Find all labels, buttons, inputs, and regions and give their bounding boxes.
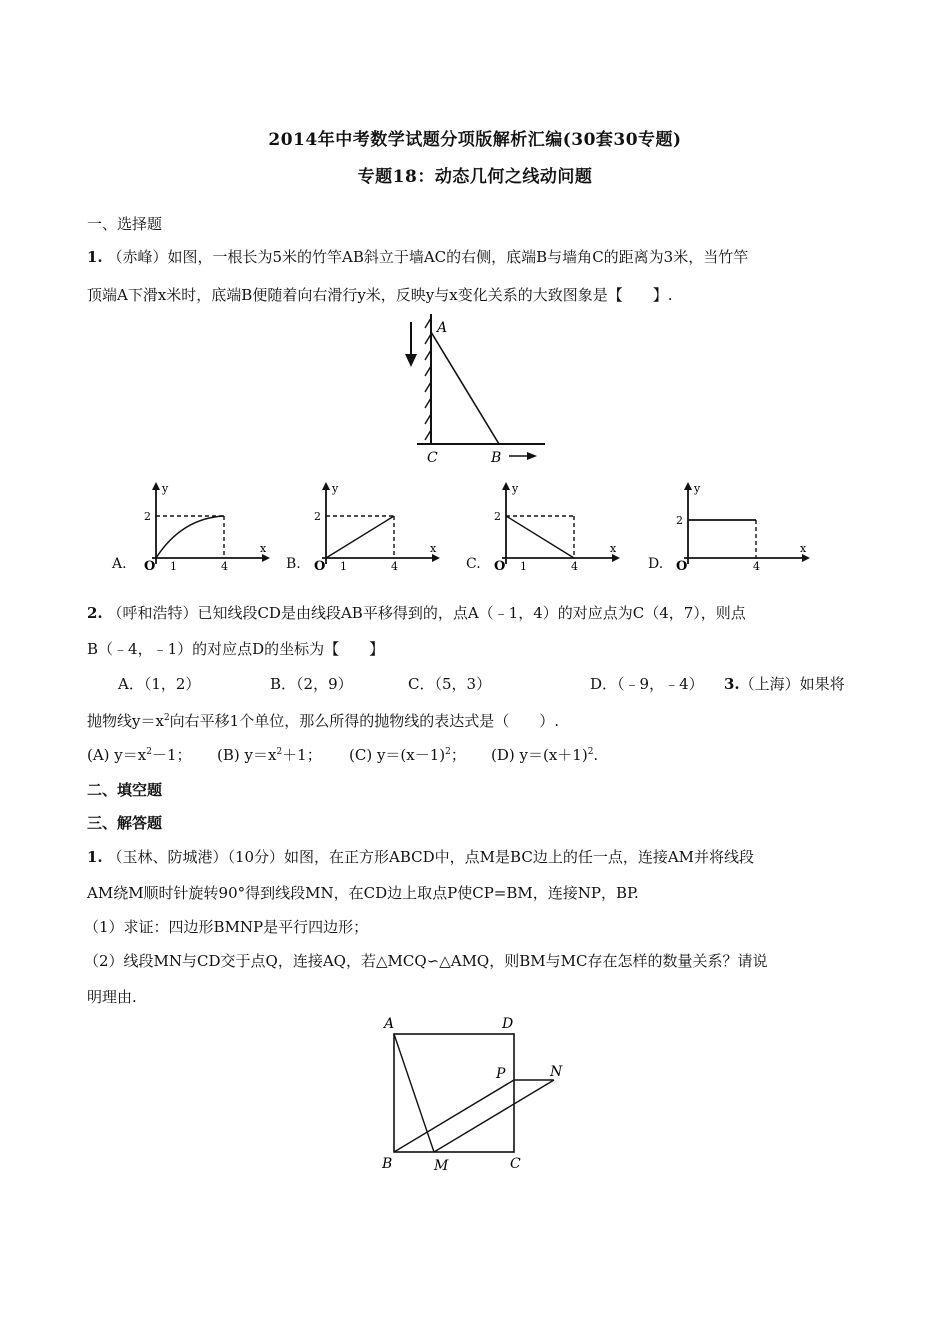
graph-c-two: 2 bbox=[494, 510, 501, 523]
p1-line1 bbox=[87, 846, 877, 867]
ladder-figure bbox=[395, 312, 555, 468]
square-label-n: N bbox=[550, 1064, 563, 1080]
square-label-c: C bbox=[510, 1156, 521, 1172]
graph-a-one: 1 bbox=[170, 560, 177, 570]
q3-option-d-tail: . bbox=[593, 746, 599, 764]
page-title: 2014年中考数学试题分项版解析汇编(30套30专题) bbox=[268, 130, 682, 150]
q1-text-1: （赤峰）如图，一根长为5米的竹竿AB斜立于墙AC的右侧，底端B与墙角C的距离为3米，当竹竿 bbox=[107, 248, 749, 266]
graph-d-origin: O bbox=[676, 559, 688, 570]
graph-c-four: 4 bbox=[571, 560, 578, 570]
q1-option-graphs bbox=[110, 480, 830, 580]
q3-option-d-sup: 2 bbox=[587, 747, 594, 757]
option-d-label: D. bbox=[648, 556, 664, 572]
graph-c-one: 1 bbox=[520, 560, 527, 570]
q2-line1 bbox=[87, 602, 877, 623]
square-label-p: P bbox=[496, 1066, 506, 1082]
q3-option-d-text: (D) y＝(x＋1) bbox=[491, 746, 588, 764]
graph-a-x: x bbox=[260, 542, 267, 555]
q1-number: 1. bbox=[87, 248, 103, 266]
graph-b-x: x bbox=[430, 542, 437, 555]
q3-option-b-text: (B) y＝x bbox=[217, 746, 277, 764]
square-label-b: B bbox=[382, 1156, 393, 1172]
q3-option-a-sup: 2 bbox=[146, 747, 152, 757]
p1-number: 1. bbox=[87, 848, 103, 866]
q3-option-a-tail: －1； bbox=[151, 746, 192, 764]
graph-b-one: 1 bbox=[340, 560, 347, 570]
q3-line2 bbox=[87, 710, 877, 731]
graph-a-four: 4 bbox=[221, 560, 228, 570]
graph-a-y: y bbox=[162, 482, 169, 495]
section-heading-choice: 一、选择题 bbox=[87, 215, 163, 233]
q2-option-b: B．（2，9） bbox=[270, 675, 353, 693]
square-figure bbox=[378, 1012, 578, 1174]
graph-b-y: y bbox=[332, 482, 339, 495]
page-subtitle: 专题18：动态几何之线动问题 bbox=[357, 167, 593, 187]
q3-option-c-tail: ； bbox=[450, 746, 466, 764]
graph-d-four: 4 bbox=[753, 560, 760, 570]
p1-line5: 明理由. bbox=[87, 988, 137, 1006]
q3-option-d bbox=[491, 744, 598, 765]
option-c-label: C. bbox=[466, 556, 481, 572]
square-label-m: M bbox=[434, 1158, 449, 1174]
q3-option-b bbox=[217, 744, 322, 765]
graph-d-y: y bbox=[694, 482, 701, 495]
graph-b-four: 4 bbox=[391, 560, 398, 570]
p1-line3: （1）求证：四边形BMNP是平行四边形； bbox=[84, 918, 369, 936]
q3-number: 3. bbox=[724, 675, 740, 693]
ladder-label-c: C bbox=[427, 450, 438, 466]
q3-option-c bbox=[349, 744, 466, 765]
section-heading-solve: 三、解答题 bbox=[87, 814, 163, 832]
q3-text-2b: 向右平移1个单位，那么所得的抛物线的表达式是（ ）. bbox=[169, 712, 559, 730]
q3-option-b-tail: ＋1； bbox=[282, 746, 322, 764]
q1-line2: 顶端A下滑x米时，底端B便随着向右滑行y米，反映y与x变化关系的大致图象是【 】. bbox=[87, 286, 673, 304]
graph-b bbox=[302, 480, 442, 570]
graph-d-two: 2 bbox=[676, 514, 683, 527]
q2-number: 2. bbox=[87, 604, 103, 622]
graph-a-origin: O bbox=[144, 559, 156, 570]
graph-c bbox=[482, 480, 622, 570]
q3-text-2a: 抛物线y＝x bbox=[87, 712, 164, 730]
graph-d bbox=[664, 480, 814, 570]
p1-line2: AM绕M顺时针旋转90°得到线段MN，在CD边上取点P使CP=BM，连接NP，BP. bbox=[87, 884, 639, 902]
ladder-label-b: B bbox=[491, 450, 502, 466]
q3-option-c-text: (C) y＝(x－1) bbox=[349, 746, 446, 764]
graph-b-two: 2 bbox=[314, 510, 321, 523]
graph-d-x: x bbox=[800, 542, 807, 555]
square-label-a: A bbox=[384, 1016, 395, 1032]
q3-option-c-sup: 2 bbox=[445, 747, 451, 757]
section-heading-fill: 二、填空题 bbox=[87, 781, 163, 799]
option-b-label: B. bbox=[286, 556, 301, 572]
p1-text-1: （玉林、防城港）（10分）如图，在正方形ABCD中，点M是BC边上的任一点，连接AM并将线段 bbox=[107, 848, 755, 866]
q2-option-c: C．（5，3） bbox=[408, 675, 492, 693]
square-label-d: D bbox=[502, 1016, 514, 1032]
graph-c-y: y bbox=[512, 482, 519, 495]
graph-c-x: x bbox=[610, 542, 617, 555]
q2-option-a: A．（1，2） bbox=[118, 675, 201, 693]
q1-line1 bbox=[87, 246, 877, 267]
graph-c-origin: O bbox=[494, 559, 506, 570]
ladder-label-a: A bbox=[437, 320, 448, 336]
p1-line4: （2）线段MN与CD交于点Q，连接AQ，若△MCQ∽△AMQ，则BM与MC存在怎样的数量关系？请说 bbox=[84, 952, 768, 970]
q2-line2: B（﹣4，﹣1）的对应点D的坐标为【 】 bbox=[87, 640, 385, 658]
q3-option-a-text: (A) y＝x bbox=[87, 746, 147, 764]
graph-a-two: 2 bbox=[144, 510, 151, 523]
graph-b-origin: O bbox=[314, 559, 326, 570]
q2-option-d: D．（﹣9，﹣4） bbox=[590, 675, 704, 693]
q3-line1 bbox=[724, 673, 845, 694]
graph-a bbox=[132, 480, 272, 570]
q3-option-b-sup: 2 bbox=[276, 747, 283, 757]
q3-text-1: （上海）如果将 bbox=[739, 675, 845, 693]
q3-sup: 2 bbox=[163, 713, 170, 723]
option-a-label: A. bbox=[112, 556, 127, 572]
q2-text-1: （呼和浩特）已知线段CD是由线段AB平移得到的，点A（﹣1，4）的对应点为C（4，7），则点 bbox=[107, 604, 746, 622]
q3-option-a bbox=[87, 744, 192, 765]
